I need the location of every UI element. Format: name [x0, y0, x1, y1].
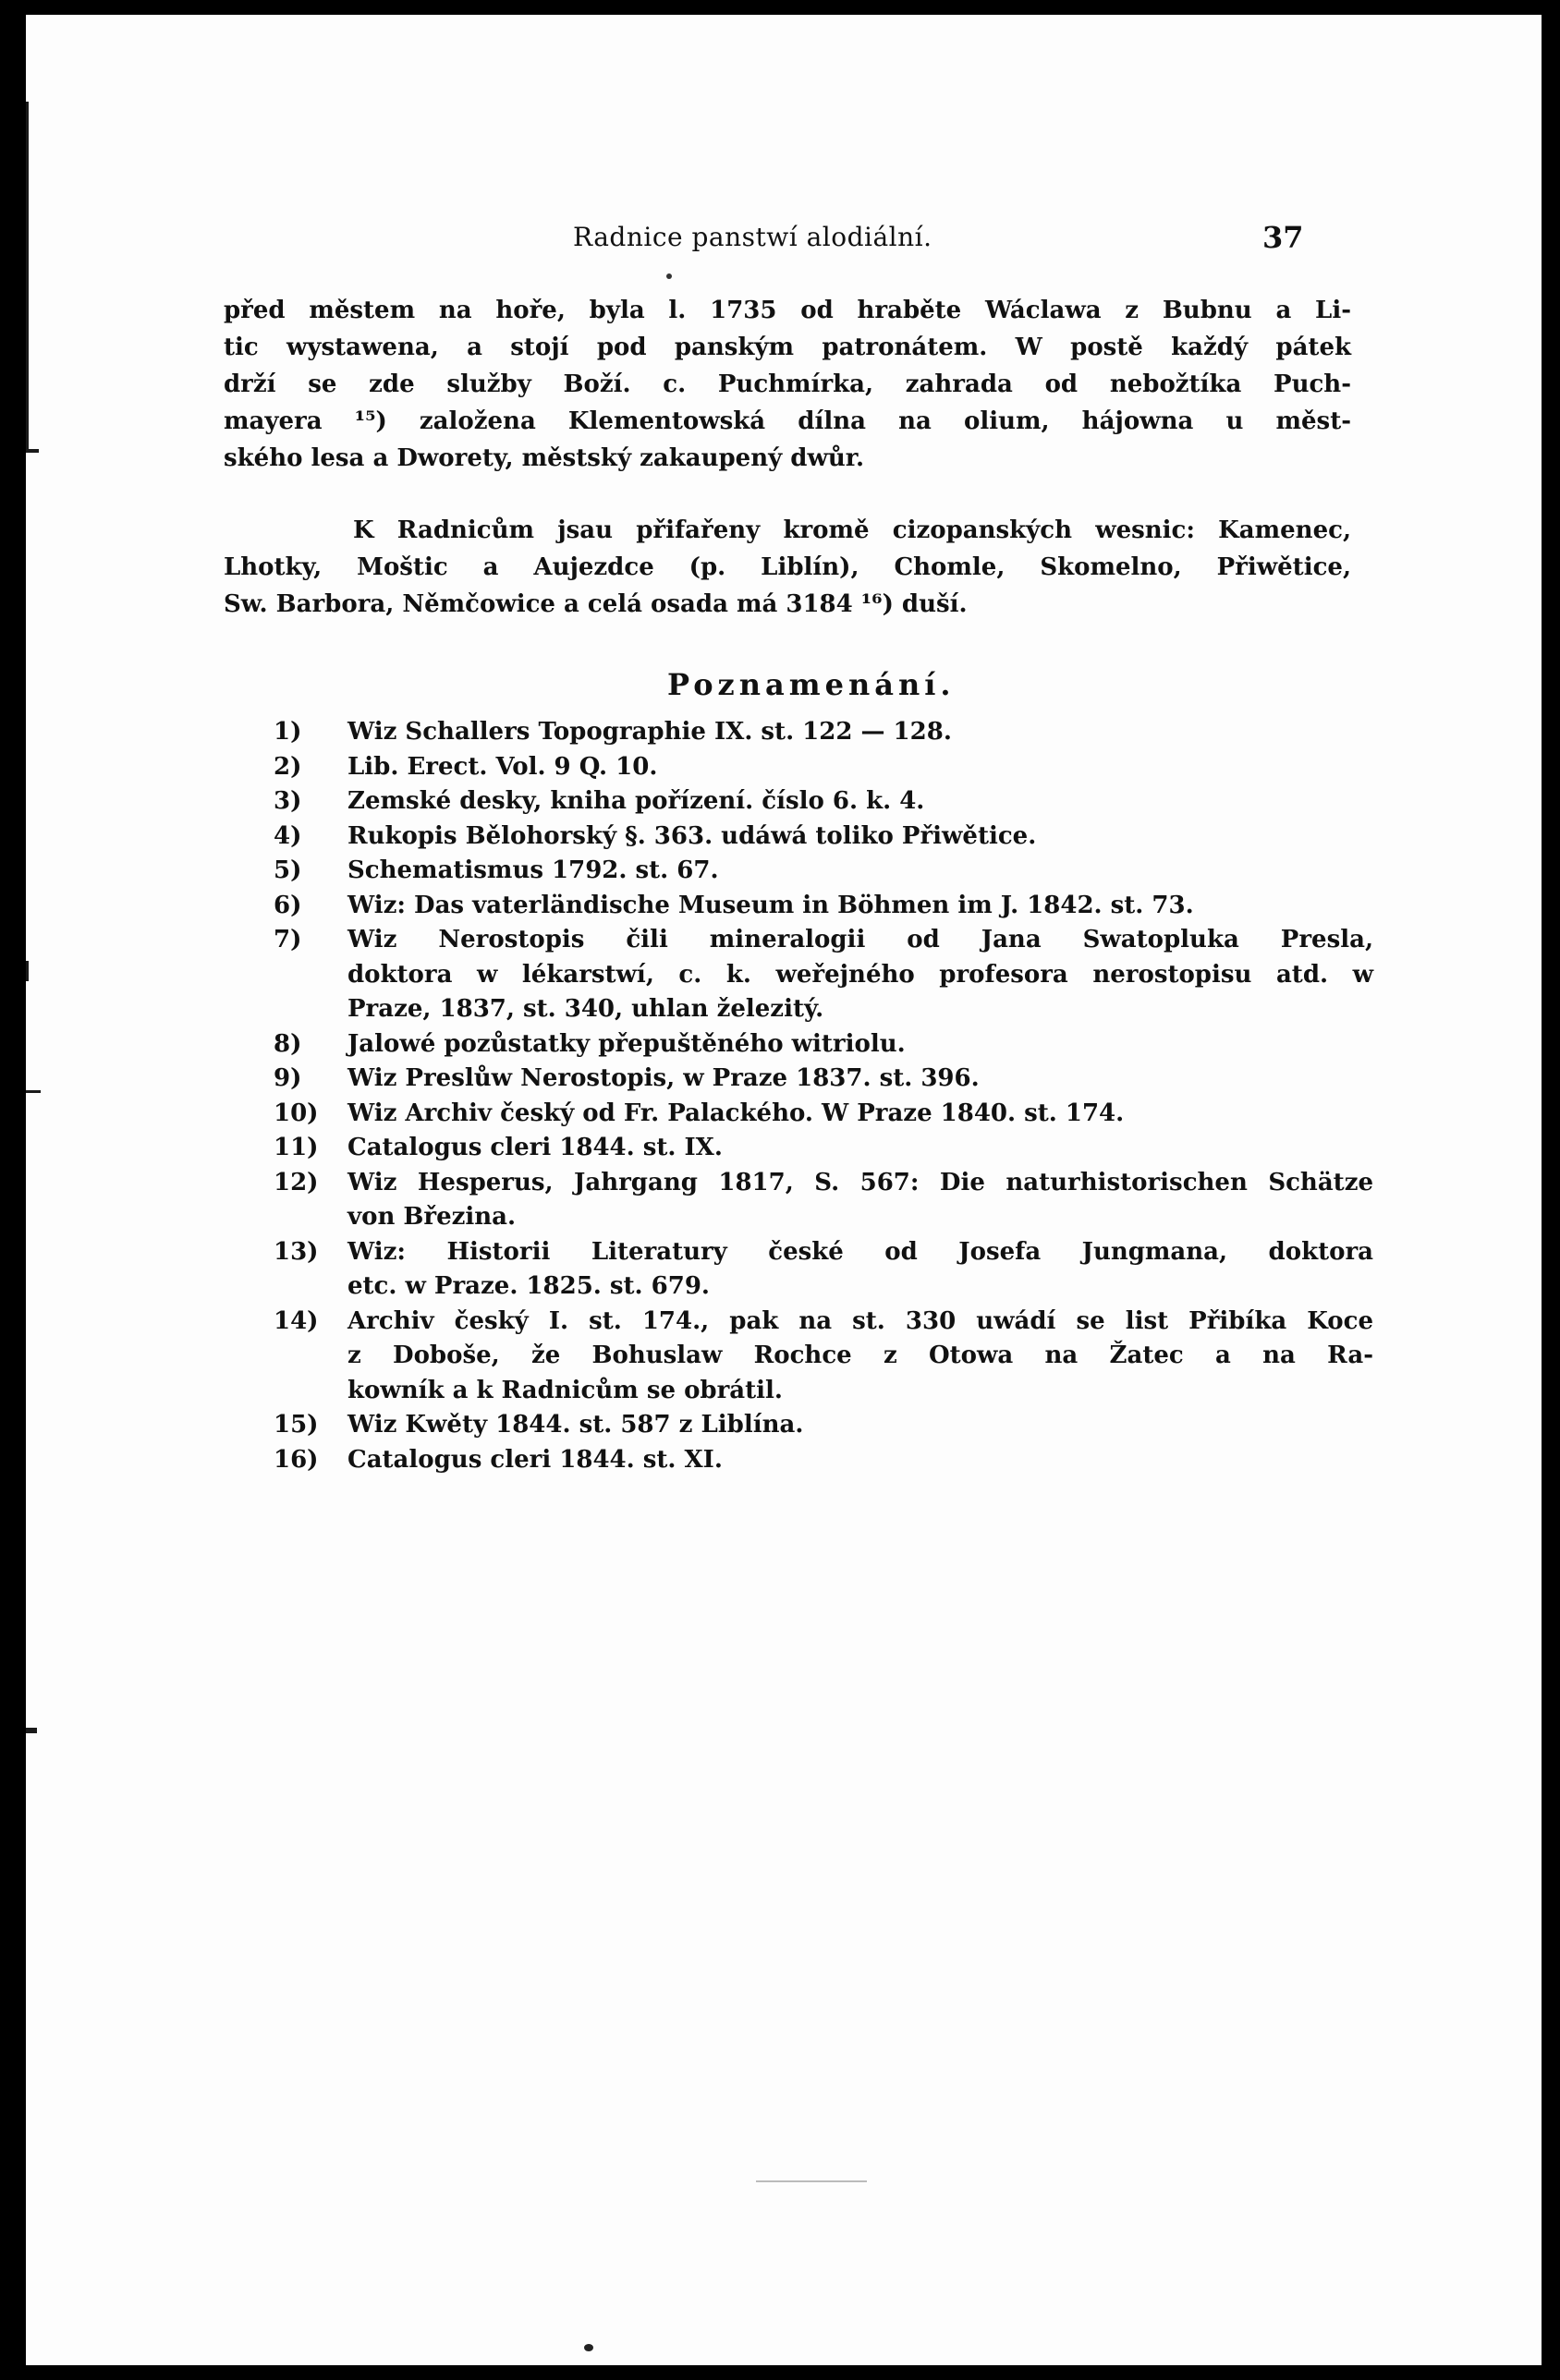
note-item: [274, 1027, 1373, 1062]
note-number: 12): [274, 1168, 319, 1196]
text-line: drží se zde služby Boží. c. Puchmírka, zahrada od nebožtíka Puch-: [224, 370, 1351, 398]
paragraph-1: [224, 292, 1351, 477]
note-line: Praze, 1837, st. 340, uhlan železitý.: [347, 995, 824, 1023]
note-line: Archiv český I. st. 174., pak na st. 330 uwádí se list Přibíka Koce: [347, 1306, 1373, 1335]
note-line: Wiz: Historii Literatury české od Josefa Jungmana, doktora: [347, 1237, 1373, 1266]
note-item: [274, 923, 1373, 1027]
ink-speck: [584, 2344, 593, 2351]
note-number: 8): [274, 1029, 302, 1058]
note-item: [274, 1097, 1373, 1132]
note-item: [274, 1408, 1373, 1443]
note-line: z Doboše, že Bohuslaw Rochce z Otowa na Žatec a na Ra-: [347, 1342, 1373, 1369]
note-item: [274, 784, 1373, 820]
note-number: 1): [274, 718, 302, 746]
note-number: 3): [274, 787, 302, 815]
paragraph-2: [224, 512, 1351, 623]
note-item: [274, 1305, 1373, 1409]
note-line: Wiz Preslůw Nerostopis, w Praze 1837. st. 396.: [347, 1064, 980, 1092]
note-line: Catalogus cleri 1844. st. IX.: [347, 1134, 723, 1161]
note-item: [274, 1131, 1373, 1166]
margin-mark: [26, 961, 29, 981]
note-item: [274, 1166, 1373, 1235]
margin-mark: [26, 102, 29, 453]
note-item: [274, 889, 1373, 924]
running-title: Radnice panstwí alodiální.: [573, 222, 932, 252]
note-item: [274, 1235, 1373, 1305]
separator-rule: [756, 2180, 867, 2182]
note-item: [274, 715, 1373, 750]
note-line: kowník a k Radnicům se obrátil.: [347, 1376, 783, 1404]
text-line: mayera ¹⁵) založena Klementowská dílna na olium, hájowna u měst-: [224, 407, 1351, 435]
note-number: 4): [274, 821, 302, 850]
note-line: Wiz Kwěty 1844. st. 587 z Liblína.: [347, 1411, 804, 1439]
text-line: tic wystawena, a stojí pod panským patronátem. W postě každý pátek: [224, 334, 1351, 361]
note-line: etc. w Praze. 1825. st. 679.: [347, 1272, 710, 1300]
note-number: 13): [274, 1237, 319, 1266]
margin-mark: [26, 1728, 37, 1733]
note-line: Wiz: Das vaterländische Museum in Böhmen im J. 1842. st. 73.: [347, 891, 1194, 919]
note-number: 16): [274, 1445, 319, 1474]
note-number: 9): [274, 1064, 302, 1092]
text-line: před městem na hoře, byla l. 1735 od hraběte Wáclawa z Bubnu a Li-: [224, 297, 1351, 324]
note-line: Wiz Schallers Topographie IX. st. 122 — 128.: [347, 718, 952, 746]
note-number: 10): [274, 1099, 319, 1127]
note-item: [274, 820, 1373, 855]
note-line: doktora w lékarstwí, c. k. weřejného profesora nerostopisu atd. w: [347, 960, 1373, 989]
note-number: 11): [274, 1134, 319, 1161]
note-item: [274, 1443, 1373, 1478]
text-line: K Radnicům jsau přifařeny kromě cizopanských wesnic: Kamenec,: [353, 516, 1351, 544]
note-line: Lib. Erect. Vol. 9 Q. 10.: [347, 752, 658, 781]
note-line: Rukopis Bělohorský §. 363. udáwá toliko Přiwětice.: [347, 821, 1037, 850]
note-number: 14): [274, 1306, 319, 1335]
text-line: ského lesa a Dworety, městský zakaupený dwůr.: [224, 444, 865, 472]
note-number: 15): [274, 1411, 319, 1439]
note-number: 6): [274, 891, 302, 919]
margin-mark: [26, 1090, 41, 1093]
note-line: Catalogus cleri 1844. st. XI.: [347, 1445, 723, 1474]
note-number: 2): [274, 752, 302, 781]
notes-heading: Poznamenání.: [667, 667, 956, 702]
note-number: 5): [274, 856, 302, 884]
notes-list: [274, 715, 1373, 1477]
page: [26, 15, 1542, 2365]
text-line: Lhotky, Moštic a Aujezdce (p. Liblín), Chomle, Skomelno, Přiwětice,: [224, 553, 1351, 581]
note-line: von Březina.: [347, 1203, 517, 1231]
note-line: Wiz Hesperus, Jahrgang 1817, S. 567: Die naturhistorischen Schätze: [347, 1168, 1373, 1196]
note-item: [274, 750, 1373, 785]
note-number: 7): [274, 926, 302, 953]
note-item: [274, 1062, 1373, 1097]
note-line: Wiz Nerostopis čili mineralogii od Jana Swatopluka Presla,: [347, 926, 1373, 953]
text-line: Sw. Barbora, Němčowice a celá osada má 3184 ¹⁶) duší.: [224, 590, 968, 618]
page-number: 37: [1262, 220, 1304, 255]
note-line: Jalowé pozůstatky přepuštěného witriolu.: [347, 1029, 906, 1058]
note-item: [274, 854, 1373, 889]
note-line: Zemské desky, kniha pořízení. číslo 6. k. 4.: [347, 787, 925, 815]
note-line: Wiz Archiv český od Fr. Palackého. W Praze 1840. st. 174.: [347, 1099, 1125, 1127]
margin-mark: [26, 449, 39, 453]
ink-dot: [666, 273, 672, 279]
note-line: Schematismus 1792. st. 67.: [347, 856, 719, 884]
